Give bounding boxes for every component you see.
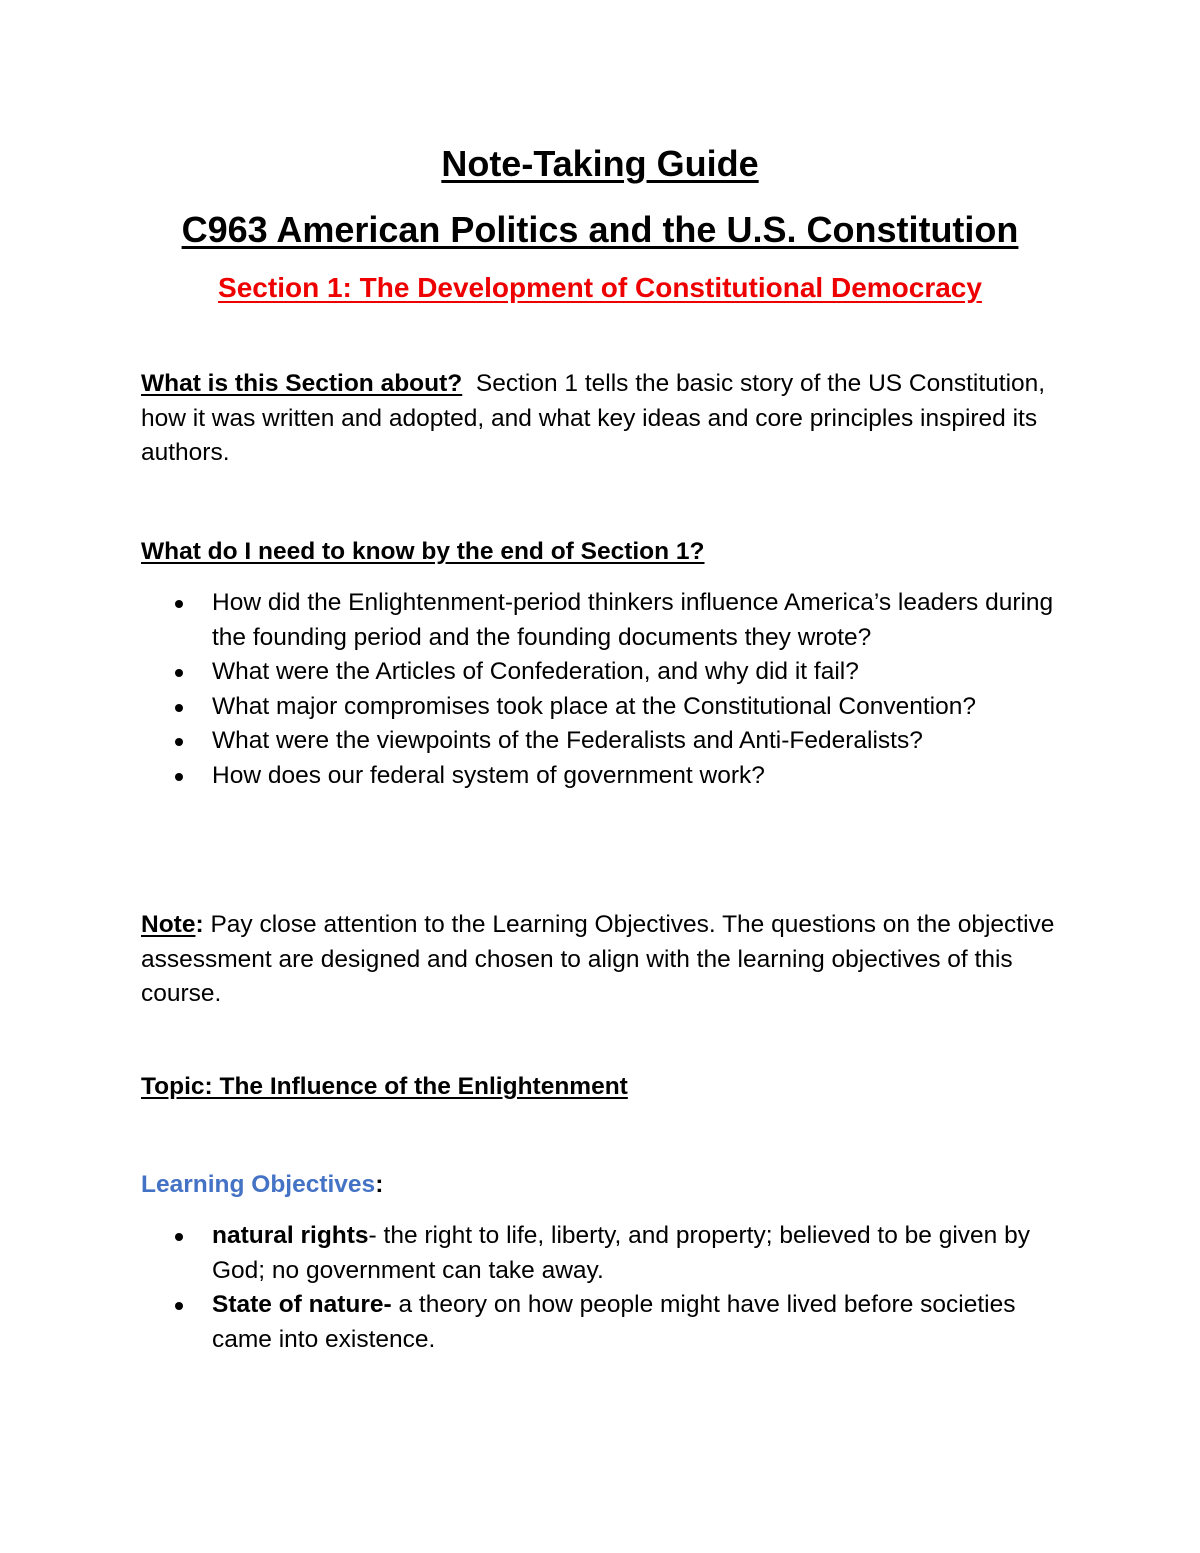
- learning-objectives-heading: [141, 1168, 1061, 1203]
- bullet-icon: [175, 669, 183, 677]
- about-question: What is this Section about?: [141, 370, 463, 397]
- objective-term: State of nature-: [212, 1291, 392, 1318]
- section-title: Section 1: The Development of Constitutional Democracy: [218, 272, 982, 303]
- list-item: [141, 1288, 1061, 1357]
- objective-definition: - the right to life, liberty, and property; believed to be given by God; no government can take away.: [212, 1222, 1030, 1284]
- course-title: C963 American Politics and the U.S. Constitution: [181, 209, 1019, 250]
- list-item: [141, 1219, 1061, 1288]
- list-item-text: What major compromises took place at the Constitutional Convention?: [212, 692, 976, 720]
- objective-definition: a theory on how people might have lived before societies came into existence.: [212, 1291, 1016, 1353]
- about-answer: Section 1 tells the basic story of the US Constitution, how it was written and adopted, and what key ideas and core principles inspired its authors.: [141, 370, 1046, 466]
- list-item: [141, 690, 1061, 725]
- list-item: [141, 724, 1061, 759]
- bullet-icon: [175, 1233, 183, 1241]
- topic-heading: [141, 1070, 1061, 1105]
- topic-heading-text: Topic: The Influence of the Enlightenment: [141, 1073, 628, 1100]
- list-item: [141, 655, 1061, 690]
- need-to-know-heading: [141, 535, 1061, 570]
- list-item-text: How does our federal system of government work?: [212, 761, 765, 789]
- note-colon: :: [195, 911, 204, 938]
- section-about: [141, 367, 1061, 471]
- list-item-text: What were the Articles of Confederation, and why did it fail?: [212, 658, 859, 685]
- bullet-icon: [175, 738, 183, 746]
- bullet-icon: [175, 1302, 183, 1310]
- list-item: [141, 759, 1061, 794]
- list-item: [141, 586, 1061, 655]
- list-item-text: What were the viewpoints of the Federalists and Anti-Federalists?: [212, 727, 923, 754]
- list-item-text: How did the Enlightenment-period thinkers influence America’s leaders during the founding period and the founding documents they wrote?: [212, 589, 1054, 651]
- document-title: Note-Taking Guide: [441, 143, 759, 184]
- bullet-icon: [175, 600, 183, 608]
- need-to-know-list: [141, 586, 1061, 793]
- note-paragraph: [141, 908, 1061, 1012]
- bullet-icon: [175, 773, 183, 781]
- need-to-know-heading-text: What do I need to know by the end of Section 1?: [141, 538, 705, 565]
- bullet-icon: [175, 704, 183, 712]
- objective-term: natural rights: [212, 1222, 369, 1249]
- note-label: Note: [141, 911, 196, 938]
- note-text: Pay close attention to the Learning Objectives. The questions on the objective assessment are designed and chosen to align with the learning objectives of this course.: [141, 911, 1055, 1007]
- learning-objectives-label: Learning Objectives: [141, 1171, 376, 1198]
- learning-objectives-list: [141, 1219, 1061, 1357]
- learning-objectives-colon: :: [375, 1171, 384, 1198]
